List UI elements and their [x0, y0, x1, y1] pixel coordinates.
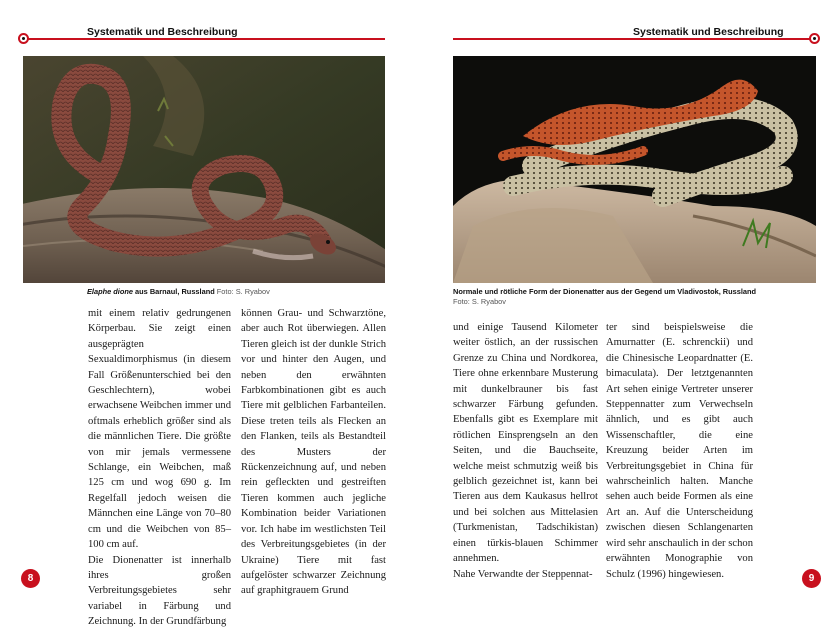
paragraph: Nahe Verwandte der Steppennat- — [453, 568, 593, 580]
page-number: 8 — [21, 569, 40, 588]
header-bullet-icon — [809, 33, 820, 44]
running-header: Systematik und Beschreibung — [633, 26, 784, 38]
text-column-2 — [606, 320, 753, 582]
paragraph: mit einem relativ gedrungenen Körperbau. Sie zeigt einen ausgeprägten Sexualdimorphismus (in diesem Fall Größenunterschied bei den Geschlechtern), wobei erwachsene Weibchen immer und oftmals erheblich größer sind als die männlichen Tiere. Die größte von mir jemals vermessene Schlange, ein Weibchen, maß 125 cm und wog 690 g. Im Regelfall jedoch weisen die Männchen eine Länge von 70–80 cm und die Weibchen von 85–100 cm auf. — [88, 308, 231, 551]
header-rule — [28, 38, 385, 40]
paragraph: können Grau- und Schwarztöne, aber auch Rot überwiegen. Allen Tieren gleich ist der dunkle Strich vor und hinter den Augen, und neben den erwähnten Farbkombinationen gibt es auch Tiere mit gelblichen Farbanteilen. Diese treten teils als Flecken an den Flanken, teils als Bestandteil des Musters der Rückenzeichnung auf, und neben rein gefleckten und gestreiften Tieren kommen auch jegliche Kombination beider Variationen vor. Ich habe im westlichsten Teil des Verbreitungsgebietes (in der Ukraine) Tiere mit fast aufgelöster schwarzer Zeichnung auf graphitgrauem Grund — [241, 308, 386, 597]
caption-species: Elaphe dione — [87, 287, 133, 296]
snake-photo — [23, 56, 385, 283]
caption-text: Normale und rötliche Form der Dionenatter aus der Gegend um Vladivostok, Russland — [453, 287, 757, 296]
caption-credit: Foto: S. Ryabov — [216, 287, 270, 296]
right-page — [420, 0, 839, 596]
photo-elaphe-dione-on-branch — [23, 56, 385, 283]
page-number: 9 — [802, 569, 821, 588]
photo-caption — [87, 287, 387, 297]
paragraph: und einige Tausend Kilometer weiter östlich, an der russischen Grenze zu China und Nordkorea, Tiere ohne erkennbare Musterung mit dunkelbrauner bis fast schwarzer Färbung gefunden. Ebenfalls gibt es Exemplare mit rötlichen Einsprengseln an den Seiten, und die Bauchseite, welche meist schmutzig weiß bis gelblich gezeichnet ist, kann bei Tieren aus dem Kaukasus hellrot und bei solchen aus Mittelasien (Turkmenistan, Tadschikistan) einen türkis-blauen Schimmer annehmen. — [453, 322, 598, 565]
caption-text: aus Barnaul, Russland — [133, 287, 215, 296]
photo-two-snakes-on-rock — [453, 56, 816, 283]
paragraph: ter sind beispielsweise die Amurnatter (E. schrenckii) und die Chinesische Leopardnatter (E. bimaculata). Der letztgenannten Art sehen einige Vertreter unserer Steppennatter zum Verwechseln ähnlich, und es gibt auch Wissenschaftler, die eine Kreuzung beider Arten im Verbreitungsgebiet in China für wahrscheinlich halten. Manche sehen auch beide Formen als eine Art an. Auf die Unterscheidung zwischen diesen Schlangenarten wird sehr anschaulich in der schon erwähnten Monographie von Schulz (1996) hingewiesen. — [606, 322, 753, 580]
header-bullet-icon — [18, 33, 29, 44]
photo-caption — [453, 287, 818, 306]
text-column-1 — [88, 306, 231, 630]
running-header: Systematik und Beschreibung — [87, 26, 238, 38]
text-column-2 — [241, 306, 386, 599]
snake-photo — [453, 56, 816, 283]
text-column-1 — [453, 320, 598, 582]
left-page — [0, 0, 419, 628]
paragraph: Die Dionenatter ist innerhalb ihres großen Verbreitungsgebietes sehr variabel in Färbung und Zeichnung. In der Grundfärbung — [88, 554, 231, 628]
header-rule — [453, 38, 811, 40]
caption-credit: Foto: S. Ryabov — [453, 296, 506, 306]
